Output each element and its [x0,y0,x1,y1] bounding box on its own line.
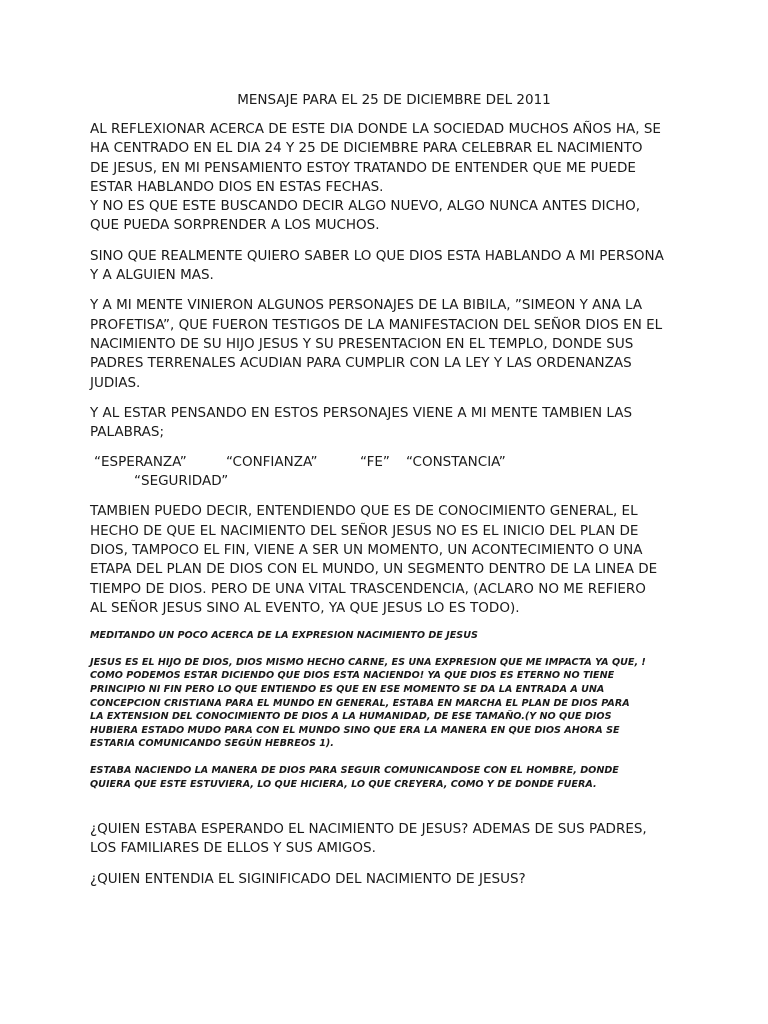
text-line: LA EXTENSION DEL CONOCIMIENTO DE DIOS A LA HUMANIDAD, DE ESE TAMAÑO.(Y NO QUE DIOS [90,711,612,723]
text-line: Y A ALGUIEN MAS. [90,267,214,284]
word-esperanza: “ESPERANZA” [94,454,187,471]
key-words [90,453,690,491]
text-line: PALABRAS; [90,424,165,441]
text-line: HUBIERA ESTADO MUDO PARA CON EL MUNDO SINO QUE ERA LA MANERA EN QUE DIOS AHORA SE [90,724,620,736]
section-heading [90,629,690,643]
text-line: AL SEÑOR JESUS SINO AL EVENTO, YA QUE JESUS LO ES TODO). [90,599,520,616]
text-line: DE JESUS, EN MI PENSAMIENTO ESTOY TRATANDO DE ENTENDER QUE ME PUEDE [90,159,636,176]
paragraph-words-intro [90,404,690,443]
word-confianza: “CONFIANZA” [226,454,318,471]
bold-paragraph-son-of-god [90,656,690,751]
paragraph-question [90,247,690,286]
text-line: SINO QUE REALMENTE QUIERO SABER LO QUE DIOS ESTA HABLANDO A MI PERSONA [90,247,664,264]
text-line: TIEMPO DE DIOS. PERO DE UNA VITAL TRASCENDENCIA, (ACLARO NO ME REFIERO [90,580,646,597]
text-line: PADRES TERRENALES ACUDIAN PARA CUMPLIR CON LA LEY Y LAS ORDENANZAS [90,355,632,372]
paragraph-who-waited [90,820,690,859]
text-line: HECHO DE QUE EL NACIMIENTO DEL SEÑOR JESUS NO ES EL INICIO DEL PLAN DE [90,522,639,539]
text-line: ETAPA DEL PLAN DE DIOS CON EL MUNDO, UN SEGMENTO DENTRO DE LA LINEA DE [90,561,658,578]
text-line: ESTAR HABLANDO DIOS EN ESTAS FECHAS. [90,178,384,195]
text-line: ¿QUIEN ESTABA ESPERANDO EL NACIMIENTO DE JESUS? ADEMAS DE SUS PADRES, [90,821,647,838]
text-line: ¿QUIEN ENTENDIA EL SIGINIFICADO DEL NACIMIENTO DE JESUS? [90,870,526,887]
document-page [90,91,690,900]
text-line: ESTARIA COMUNICANDO SEGÚN HEBREOS 1). [90,738,334,750]
paragraph-who-understood [90,870,690,889]
text-line: HA CENTRADO EN EL DIA 24 Y 25 DE DICIEMBRE PARA CELEBRAR EL NACIMIENTO [90,140,643,157]
text-line: ESTABA NACIENDO LA MANERA DE DIOS PARA SEGUIR COMUNICANDOSE CON EL HOMBRE, DONDE [90,764,619,776]
spacer [90,804,690,820]
text-line: NACIMIENTO DE SU HIJO JESUS Y SU PRESENTACION EN EL TEMPLO, DONDE SUS [90,335,634,352]
text-line: QUIERA QUE ESTE ESTUVIERA, LO QUE HICIERA, LO QUE CREYERA, COMO Y DE DONDE FUERA. [90,778,597,790]
text-line: CONCEPCION CRISTIANA PARA EL MUNDO EN GENERAL, ESTABA EN MARCHA EL PLAN DE DIOS PARA [90,697,630,709]
text-line: TAMBIEN PUEDO DECIR, ENTENDIENDO QUE ES DE CONOCIMIENTO GENERAL, EL [90,503,638,520]
text-line: Y NO ES QUE ESTE BUSCANDO DECIR ALGO NUEVO, ALGO NUNCA ANTES DICHO, [90,198,641,215]
text-line: LOS FAMILIARES DE ELLOS Y SUS AMIGOS. [90,840,376,857]
text-line: DIOS, TAMPOCO EL FIN, VIENE A SER UN MOMENTO, UN ACONTECIMIENTO O UNA [90,542,643,559]
text-line: Y A MI MENTE VINIERON ALGUNOS PERSONAJES DE LA BIBILA, ”SIMEON Y ANA LA [90,297,643,314]
text-line: PRINCIPIO NI FIN PERO LO QUE ENTIENDO ES QUE EN ESE MOMENTO SE DA LA ENTRADA A UNA [90,684,605,696]
text-line: QUE PUEDA SORPRENDER A LOS MUCHOS. [90,217,380,234]
paragraph-intro [90,120,690,236]
word-constancia: “CONSTANCIA” [406,454,506,471]
word-fe: “FE” [360,454,390,471]
bold-paragraph-communication [90,764,690,791]
page-title: MENSAJE PARA EL 25 DE DICIEMBRE DEL 2011 [237,92,551,108]
text-line: PROFETISA”, QUE FUERON TESTIGOS DE LA MANIFESTACION DEL SEÑOR DIOS EN EL [90,316,663,333]
text-line: Y AL ESTAR PENSANDO EN ESTOS PERSONAJES VIENE A MI MENTE TAMBIEN LAS [90,404,633,421]
paragraph-characters [90,296,690,392]
text-line: AL REFLEXIONAR ACERCA DE ESTE DIA DONDE LA SOCIEDAD MUCHOS AÑOS HA, SE [90,121,661,137]
text-line: JUDIAS. [90,374,141,391]
paragraph-plan [90,502,690,618]
text-line: JESUS ES EL HIJO DE DIOS, DIOS MISMO HECHO CARNE, ES UNA EXPRESION QUE ME IMPACTA YA QUE, ! [90,656,646,668]
text-line: MEDITANDO UN POCO ACERCA DE LA EXPRESION NACIMIENTO DE JESUS [90,630,478,642]
text-line: COMO PODEMOS ESTAR DICIENDO QUE DIOS ESTA NACIENDO! YA QUE DIOS ES ETERNO NO TIENE [90,670,615,682]
word-seguridad: “SEGURIDAD” [134,473,229,490]
